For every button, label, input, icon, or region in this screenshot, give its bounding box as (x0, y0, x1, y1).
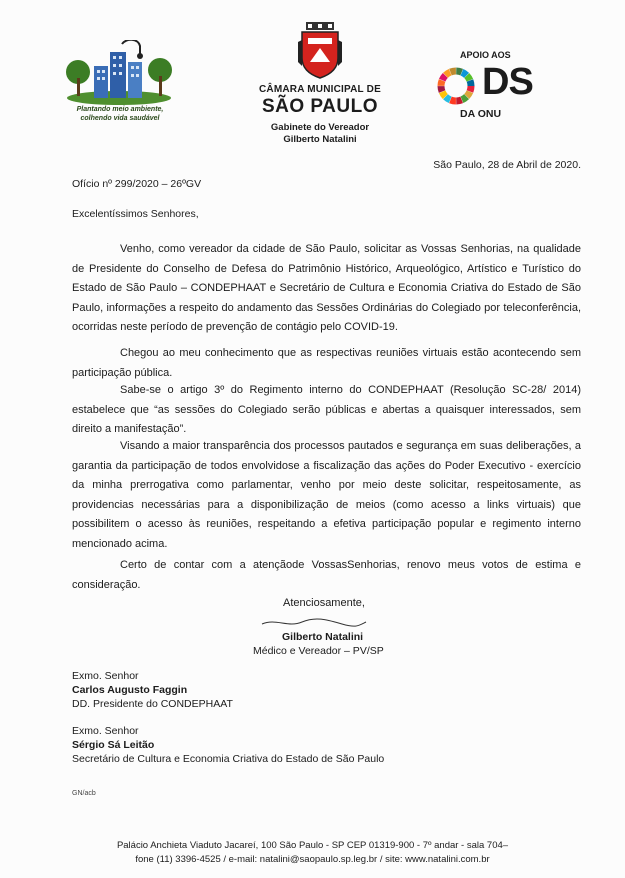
environment-logo (64, 40, 174, 130)
signer-title: Médico e Vereador – PV/SP (253, 645, 384, 657)
environment-tagline-1: Plantando meio ambiente, (76, 106, 164, 113)
signer-name: Gilberto Natalini (282, 631, 364, 643)
environment-tagline-2: colhendo vida saudável (80, 115, 160, 122)
footer-contact: fone (11) 3396-4525 / e-mail: natalini@saopaulo.sp.leg.br / site: www.natalini.com.br (135, 854, 490, 865)
da-onu-line: DA ONU (460, 108, 502, 120)
gabinete-line: Gabinete do Vereador (270, 122, 370, 133)
handwritten-signature (258, 616, 368, 630)
letter-reference: Ofício nº 299/2020 – 26ºGV (72, 178, 202, 190)
body-paragraph-4: Visando a maior transparência dos processos pautados e segurança em suas deliberações, a garantia da participação de todos envolvidose a fiscalização das ações do Poder Executivo - exercício da minha prerrogativa como parlamentar, venho por meio deste solicitar, respeitosamente, as providencias necessárias para a disponibilização de meios (como acesso a links virtuais) que possibilitem o acesso às reuniões, respeitando a efetiva participação popular e regimento interno mencionado acima. (72, 440, 581, 550)
ods-onu-logo (432, 50, 562, 140)
body-paragraph-1: Venho, como vereador da cidade de São Paulo, solicitar as Vossas Senhorias, na qualidade de Presidente do Conselho de Defesa do Patrimônio Histórico, Arqueológico, Artístico e Turístico do Estado de São Paulo – CONDEPHAAT e Secretário de Cultura e Economia Criativa do Estado de São Paulo, informações a respeito do andamento das Sessões Ordinárias do Colegiado por teleconferência, ocorridas neste período de prevenção de contágio pelo COVID-19. (72, 243, 581, 334)
body-paragraph-2: Chegou ao meu conhecimento que as respectivas reuniões virtuais estão acontecendo sem participação pública. (72, 347, 581, 379)
ods-letters: DS (482, 61, 533, 103)
camara-logo (250, 22, 390, 154)
recipient-1-role: DD. Presidente do CONDEPHAAT (72, 698, 233, 710)
recipient-1-salutation: Exmo. Senhor (72, 670, 139, 682)
recipient-2-role: Secretário de Cultura e Economia Criativa do Estado de São Paulo (72, 753, 385, 765)
typist-initials: GN/acb (72, 790, 96, 797)
vereador-name-line: Gilberto Natalini (283, 134, 357, 145)
closing: Atenciosamente, (283, 597, 365, 609)
sdg-color-wheel-icon (436, 66, 476, 106)
recipient-2-salutation: Exmo. Senhor (72, 725, 139, 737)
body-paragraph-3: Sabe-se o artigo 3º do Regimento interno do CONDEPHAAT (Resolução SC-28/ 2014) estabelece que “as sessões do Colegiado serão públicas e abertas a quaisquer interessados, sem direito a manifestação”. (72, 384, 581, 436)
city-buildings-stethoscope-trees-icon (64, 40, 174, 106)
letter-salutation: Excelentíssimos Senhores, (72, 208, 199, 220)
recipient-2-name: Sérgio Sá Leitão (72, 739, 155, 751)
apoio-aos-line: APOIO AOS (460, 50, 511, 60)
recipient-1-name: Carlos Augusto Faggin (72, 684, 188, 696)
sao-paulo-line: SÃO PAULO (261, 96, 379, 117)
camara-line: CÂMARA MUNICIPAL DE (259, 84, 381, 95)
footer-address: Palácio Anchieta Viaduto Jacareí, 100 São Paulo - SP CEP 01319-900 - 7º andar - sala 704– (116, 840, 509, 851)
letter-date: São Paulo, 28 de Abril de 2020. (433, 159, 581, 171)
body-paragraph-5: Certo de contar com a atençãode VossasSenhorias, renovo meus votos de estima e consideração. (72, 559, 581, 591)
sao-paulo-coat-of-arms-icon (296, 22, 344, 80)
